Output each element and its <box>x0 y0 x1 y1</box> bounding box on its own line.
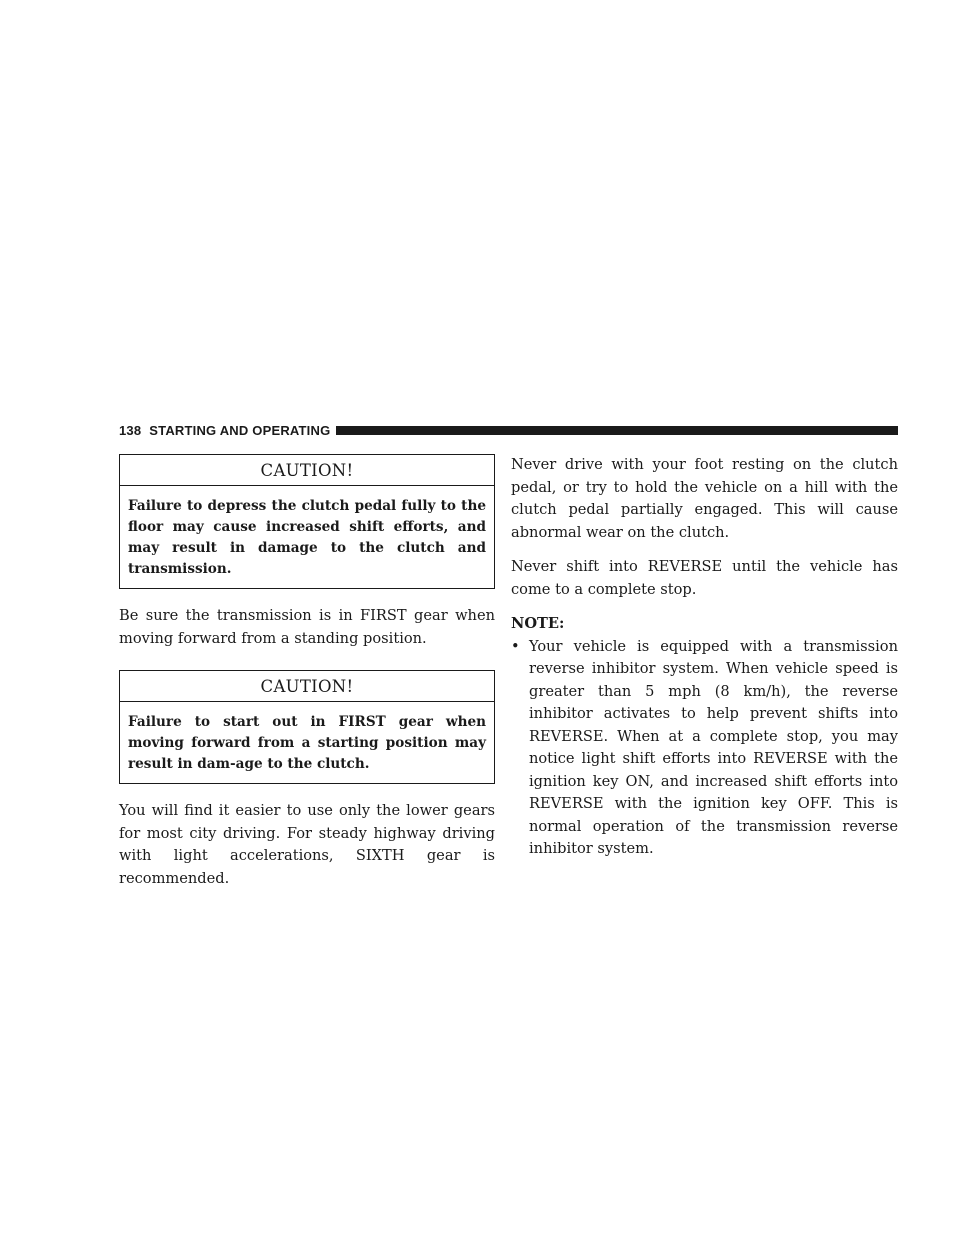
note-bullet-item <box>511 636 898 861</box>
bullet-mark: • <box>511 637 520 655</box>
paragraph-clutch-resting: Never drive with your foot resting on the clutch pedal, or try to hold the vehicle on a hill with the clutch pedal partially engaged. This will cause abnormal wear on the clutch. <box>511 456 898 541</box>
page-header <box>119 422 898 438</box>
caution-box-clutch-pedal <box>119 454 495 589</box>
caution-heading: CAUTION! <box>120 455 494 486</box>
paragraph-reverse-stop: Never shift into REVERSE until the vehicle has come to a complete stop. <box>511 558 898 598</box>
caution-box-first-gear <box>119 670 495 784</box>
right-column <box>511 454 898 861</box>
caution-body: Failure to start out in FIRST gear when moving forward from a starting position may result in dam-age to the clutch. <box>128 714 486 772</box>
header-rule <box>336 426 898 435</box>
caution-body: Failure to depress the clutch pedal fully to the floor may cause increased shift efforts, and may result in damage to the clutch and transmission. <box>128 498 486 577</box>
paragraph-first-gear: Be sure the transmission is in FIRST gear when moving forward from a standing position. <box>119 607 495 647</box>
left-column <box>119 454 495 902</box>
paragraph-lower-gears: You will find it easier to use only the lower gears for most city driving. For steady highway driving with light accelerations, SIXTH gear is recommended. <box>119 802 495 887</box>
caution-heading: CAUTION! <box>120 671 494 702</box>
note-label: NOTE: <box>511 615 565 632</box>
note-bullet-text: Your vehicle is equipped with a transmission reverse inhibitor system. When vehicle speed is greater than 5 mph (8 km/h), the reverse inhibitor activates to help prevent shifts into REVERSE. When at a complete stop, you may notice light shift efforts into REVERSE with the ignition key ON, and increased shift efforts into REVERSE with the ignition key OFF. This is normal operation of the transmission reverse inhibitor system. <box>529 637 898 857</box>
page-number: 138 <box>119 422 142 438</box>
section-title: STARTING AND OPERATING <box>149 422 331 438</box>
